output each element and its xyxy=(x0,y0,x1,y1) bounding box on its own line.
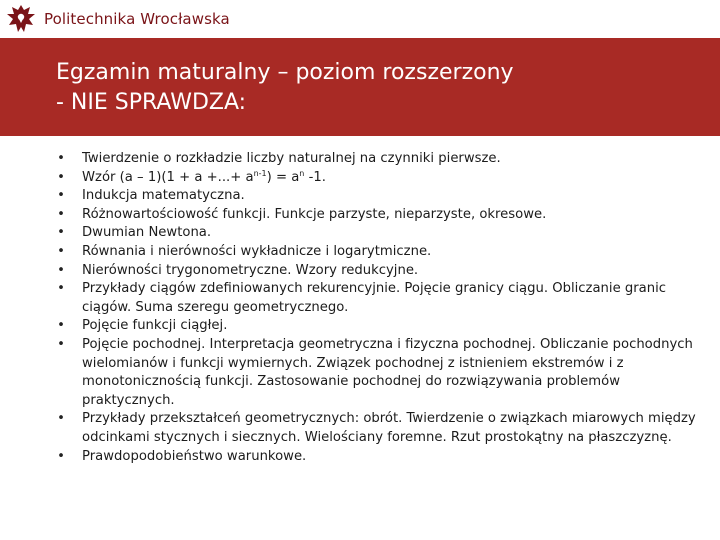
header-bar xyxy=(0,0,720,38)
exponent: n-1 xyxy=(253,168,267,178)
list-item-text: Różnowartościowość funkcji. Funkcje parzyste, nieparzyste, okresowe. xyxy=(82,206,547,222)
list-item-text: Nierówności trygonometryczne. Wzory redukcyjne. xyxy=(82,262,419,278)
list-item xyxy=(55,448,700,467)
list-item xyxy=(55,262,700,281)
content-area xyxy=(55,150,700,466)
bullet-icon: • xyxy=(57,448,65,464)
slide-title xyxy=(56,58,700,118)
list-item-text: Równania i nierówności wykładnicze i logarytmiczne. xyxy=(82,243,432,259)
bullet-icon: • xyxy=(57,262,65,278)
slide-title-line-2: - NIE SPRAWDZA: xyxy=(56,90,247,115)
list-item xyxy=(55,336,700,410)
exponent: n xyxy=(299,168,305,178)
formula-mid: ) = a xyxy=(266,169,300,185)
list-item xyxy=(55,243,700,262)
bullet-icon: • xyxy=(57,281,65,297)
list-item xyxy=(55,317,700,336)
bullet-icon: • xyxy=(57,188,65,204)
bullet-icon: • xyxy=(57,169,65,185)
list-item xyxy=(55,410,700,447)
eagle-logo-icon xyxy=(4,2,38,36)
list-item-text: Przykłady przekształceń geometrycznych: obrót. Twierdzenie o związkach miarowych między odcinkami stycznych i siecznych. Wielościany foremne. Rzut prostokątny na płaszczyznę. xyxy=(82,411,696,445)
bullet-icon: • xyxy=(57,411,65,427)
title-bar xyxy=(0,38,720,136)
list-item xyxy=(55,169,700,188)
bullet-icon: • xyxy=(57,206,65,222)
list-item-text: Pojęcie funkcji ciągłej. xyxy=(82,318,228,334)
bullet-icon: • xyxy=(57,225,65,241)
list-item xyxy=(55,280,700,317)
bullet-icon: • xyxy=(57,336,65,352)
list-item-text: Prawdopodobieństwo warunkowe. xyxy=(82,448,307,464)
list-item-text: Wzór (a – 1)(1 + a +...+ a xyxy=(82,169,254,185)
list-item-text: Dwumian Newtona. xyxy=(82,225,212,241)
bullet-icon: • xyxy=(57,243,65,259)
list-item-text: Pojęcie pochodnej. Interpretacja geometryczna i fizyczna pochodnej. Obliczanie pochodnych wielomianów i funkcji wymiernych. Związek pochodnej z istnieniem ekstremów i z monotonicznością funkcji. Zastosowanie pochodnej do rozwiązywania problemów praktycznych. xyxy=(82,336,693,408)
bullet-icon: • xyxy=(57,318,65,334)
list-item xyxy=(55,224,700,243)
list-item xyxy=(55,150,700,169)
bullet-list xyxy=(55,150,700,466)
list-item-text: Twierdzenie o rozkładzie liczby naturalnej na czynniki pierwsze. xyxy=(82,151,501,166)
list-item xyxy=(55,187,700,206)
slide-title-line-1: Egzamin maturalny – poziom rozszerzony xyxy=(56,60,514,85)
list-item xyxy=(55,206,700,225)
institution-name: Politechnika Wrocławska xyxy=(44,10,230,28)
formula-tail: -1. xyxy=(304,169,326,185)
list-item-text: Przykłady ciągów zdefiniowanych rekurencyjnie. Pojęcie granicy ciągu. Obliczanie granic ciągów. Suma szeregu geometrycznego. xyxy=(82,281,667,315)
bullet-icon: • xyxy=(57,151,65,166)
list-item-text: Indukcja matematyczna. xyxy=(82,188,245,204)
